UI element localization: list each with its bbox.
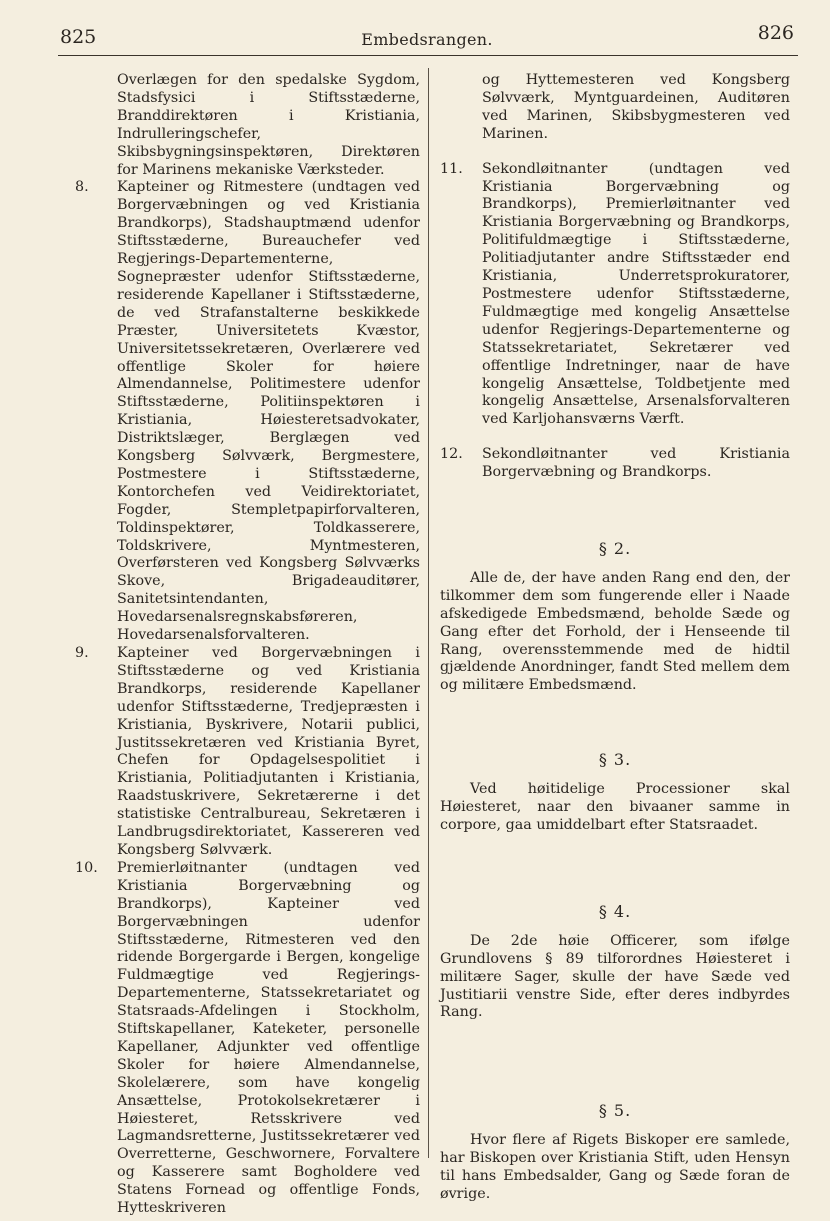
section-heading: § 5. bbox=[598, 1101, 632, 1121]
section-5 bbox=[440, 1102, 790, 1204]
section-2 bbox=[440, 540, 790, 695]
section-text: Alle de, der have anden Rang end den, der tilkommer dem som fungerende eller i Naade afskedigede Embedsmænd, beholde Sæde og Gang efter det Forhold, der i Henseende til Rang, overensstemmende med de hidtil gjældende Anordninger, fandt Sted mellem dem og militære Embedsmænd. bbox=[440, 569, 790, 694]
section-text: Hvor flere af Rigets Biskoper ere samlede, har Biskopen over Kristiania Stift, uden Hensyn til hans Embedsalder, Gang og Sæde foran de øvrige. bbox=[440, 1132, 790, 1202]
right-column bbox=[440, 72, 790, 1204]
section-heading: § 3. bbox=[598, 750, 632, 770]
section-heading: § 4. bbox=[598, 901, 632, 921]
section-heading: § 2. bbox=[598, 539, 632, 559]
item-text: Premierløitnanter (undtagen ved Kristiania Borgervæbning og Brandkorps), Kapteiner ved Borgervæbningen udenfor Stiftsstæderne, Ritmesteren ved den ridende Borgergarde i Bergen, kongelige Fuldmægtige ved Regjerings-Departementerne, Statssekretariatet og Statsraads-Afdelingen i Stockholm, Stiftskapellaner, Kateketer, personelle Kapellaner, Adjunkter ved offentlige Skoler for høiere Almendannelse, Skolelærere, som have kongelig Ansættelse, Protokolsekretærer i Høiesteret, Retsskrivere ved Lagmandsretterne, Justitssekretærer ved Overretterne, Geschwornere, Forvaltere og Kasserere samt Bogholdere ved Statens Fornead og offentlige Fonds, Hytteskriveren bbox=[117, 859, 420, 1217]
rank-item-10 bbox=[75, 860, 420, 1218]
item-text: Sekondløitnanter ved Kristiania Borgervæbning og Brandkorps. bbox=[482, 446, 790, 481]
continuation-paragraph bbox=[440, 72, 790, 144]
rank-item-12 bbox=[440, 446, 790, 482]
rank-item-8 bbox=[75, 179, 420, 645]
page-number-left: 825 bbox=[60, 26, 97, 48]
continuation-text: Overlægen for den spedalske Sygdom, Stadsfysici i Stiftsstæderne, Branddirektøren i Kristiania, Indrulleringschefer, Skibsbygningsinspektøren, Direktøren for Marinens mekaniske Værksteder. bbox=[117, 72, 420, 178]
column-divider bbox=[428, 68, 429, 1158]
section-3 bbox=[440, 751, 790, 835]
item-number: 9. bbox=[75, 645, 89, 661]
item-number: 8. bbox=[75, 179, 89, 196]
section-4 bbox=[440, 903, 790, 1022]
continuation-paragraph bbox=[75, 72, 420, 179]
page-header bbox=[60, 22, 794, 54]
section-text: De 2de høie Officerer, som ifølge Grundlovens § 89 tilforordnes Høiesteret i militære Sager, skulle der have Sæde ved Justitiarii venstre Side, efter deres indbyrdes Rang. bbox=[440, 932, 790, 1021]
item-number: 11. bbox=[440, 160, 463, 177]
header-rule bbox=[58, 55, 798, 56]
item-number: 12. bbox=[440, 446, 463, 463]
running-title: Embedsrangen. bbox=[361, 30, 493, 49]
item-text: Kapteiner ved Borgervæbningen i Stiftsstæderne og ved Kristiania Brandkorps, residerende Kapellaner udenfor Stiftsstæderne, Tredjepræsten i Kristiania, Byskrivere, Notarii publici, Justitssekretæren ved Kristiania Byret, Chefen for Opdagelsespolitiet i Kristiania, Politiadjutanten i Kristiania, Raadstuskrivere, Sekretærerne i det statistiske Centralbureau, Sekretæren i Landbrugsdirektoriatet, Kassereren ved Kongsberg Sølvværk. bbox=[117, 645, 420, 858]
section-text: Ved høitidelige Processioner skal Høiesteret, naar den bivaaner samme in corpore, gaa umiddelbart efter Statsraadet. bbox=[440, 781, 790, 833]
item-text: Sekondløitnanter (undtagen ved Kristiania Borgervæbning og Brandkorps), Premierløitnanter ved Kristiania Borgervæbning og Brandkorps, Politifuldmægtige i Stiftsstæderne, Politiadjutanter andre Stiftsstæder end Kristiania, Underretsprokuratorer, Postmestere udenfor Stiftsstæderne, Fuldmægtige med kongelig Ansættelse udenfor Regjerings-Departementerne og Statssekretariatet, Sekretærer ved offentlige Indretninger, naar de have kongelig Ansættelse, Toldbetjente med kongelig Ansættelse, Arsenalsforvalteren ved Karljohansværns Værft. bbox=[482, 160, 790, 428]
page-number-right: 826 bbox=[757, 22, 794, 44]
rank-item-11 bbox=[440, 161, 790, 430]
item-text: Kapteiner og Ritmestere (undtagen ved Borgervæbningen og ved Kristiania Brandkorps), Stadshauptmænd udenfor Stiftsstæderne, Bureauchefer ved Regjerings-Departementerne, Sognepræster udenfor Stiftsstæderne, residerende Kapellaner i Stiftsstæderne, de ved Strafanstalterne beskikkede Præster, Universitetets Kvæstor, Universitetssekretæren, Overlærere ved offentlige Skoler for høiere Almendannelse, Politimestere udenfor Stiftsstæderne, Politiinspektøren i Kristiania, Høiesteretsadvokater, Distriktslæger, Berglægen ved Kongsberg Sølvværk, Bergmestere, Postmestere i Stiftsstæderne, Kontorchefen ved Veidirektoriatet, Fogder, Stempletpapirforvalteren, Toldinspektører, Toldkasserere, Toldskrivere, Myntmesteren, Overførsteren ved Kongsberg Sølvværks Skove, Brigadeauditører, Sanitetsintendanten, Hovedarsenalsregnskabsføreren, Hovedarsenalsforvalteren. bbox=[117, 179, 420, 644]
left-column bbox=[75, 72, 420, 1218]
continuation-text: og Hyttemesteren ved Kongsberg Sølvværk, Myntguardeinen, Auditøren ved Marinen, Skibsbygmesteren ved Marinen. bbox=[482, 72, 790, 142]
item-number: 10. bbox=[75, 859, 98, 876]
rank-item-9 bbox=[75, 645, 420, 860]
